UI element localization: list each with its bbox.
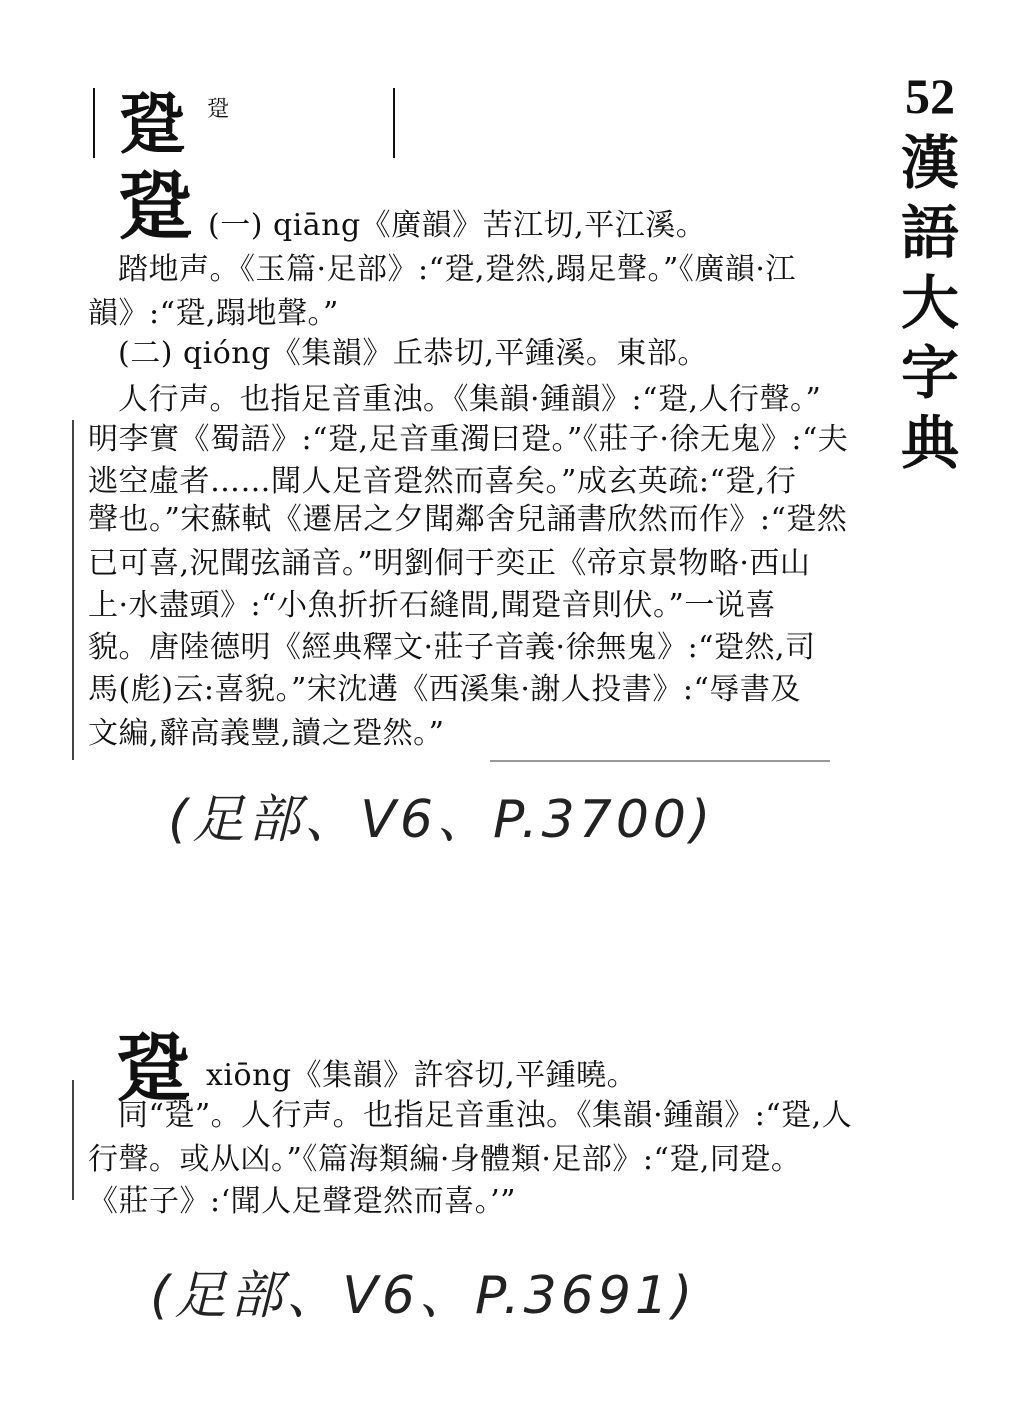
header-box	[93, 85, 397, 166]
entry2-headword: 跫	[116, 1026, 190, 1112]
handwritten-reference-1: (足部、V6、P.3700)	[168, 790, 715, 850]
cut-line	[490, 760, 830, 762]
entry1-line: 韻》:“跫,蹋地聲。”	[88, 296, 339, 331]
entry1-line: 文編,辭高義豐,讀之跫然。”	[88, 716, 445, 751]
dictionary-title	[895, 128, 965, 478]
entry1-line: 人行声。也指足音重浊。《集韻·鍾韻》:“跫,人行聲。”	[118, 382, 822, 417]
header-main-character: 跫	[119, 85, 185, 163]
citation-bracket-2	[72, 1080, 74, 1200]
header-variant-character: 跫	[207, 97, 230, 122]
citation-bracket	[72, 420, 74, 760]
entry1-line: 貌。唐陸德明《經典釋文·莊子音義·徐無鬼》:“跫然,司	[88, 630, 816, 665]
page-number: 52	[905, 68, 955, 124]
title-char: 字	[900, 339, 959, 407]
entry1-reading1: (一) qiāng《廣韻》苦江切,平江溪。	[208, 208, 707, 243]
header-right-rule	[393, 88, 395, 158]
title-char: 大	[900, 269, 959, 337]
entry1-reading2: (二) qióng《集韻》丘恭切,平鍾溪。東部。	[118, 336, 708, 371]
entry1-line: 已可喜,況聞弦誦音。”明劉侗于奕正《帝京景物略·西山	[88, 546, 811, 581]
entry2-line: 《莊子》:‘聞人足聲跫然而喜。’”	[88, 1184, 517, 1219]
entry1-line: 馬(彪)云:喜貌。”宋沈遘《西溪集·謝人投書》:“辱書及	[88, 672, 801, 707]
title-char: 漢	[900, 129, 959, 197]
entry1-line: 明李實《蜀語》:“跫,足音重濁曰跫。”《莊子·徐无鬼》:“夫	[88, 422, 849, 457]
title-char: 典	[900, 409, 959, 477]
entry1-line: 聲也。”宋蘇軾《遷居之夕聞鄰舍兒誦書欣然而作》:“跫然	[88, 502, 848, 537]
entry1-line: 逃空虛者……聞人足音跫然而喜矣。”成玄英疏:“跫,行	[88, 464, 797, 499]
title-char: 語	[900, 199, 959, 267]
entry2-line: 同“跫”。人行声。也指足音重浊。《集韻·鍾韻》:“跫,人	[118, 1098, 853, 1133]
entry1-line: 踏地声。《玉篇·足部》:“跫,跫然,蹋足聲。”《廣韻·江	[118, 252, 796, 287]
entry2-line: 行聲。或从凶。”《篇海類編·身體類·足部》:“跫,同跫。	[88, 1142, 802, 1177]
handwritten-reference-2: (足部、V6、P.3691)	[150, 1266, 697, 1326]
entry1-headword: 跫	[118, 164, 192, 250]
header-left-rule	[93, 88, 95, 158]
entry2-reading: xiōng《集韻》許容切,平鍾曉。	[206, 1058, 638, 1093]
entry1-line: 上·水盡頭》:“小魚折折石縫間,聞跫音則伏。”一说喜	[88, 588, 776, 623]
